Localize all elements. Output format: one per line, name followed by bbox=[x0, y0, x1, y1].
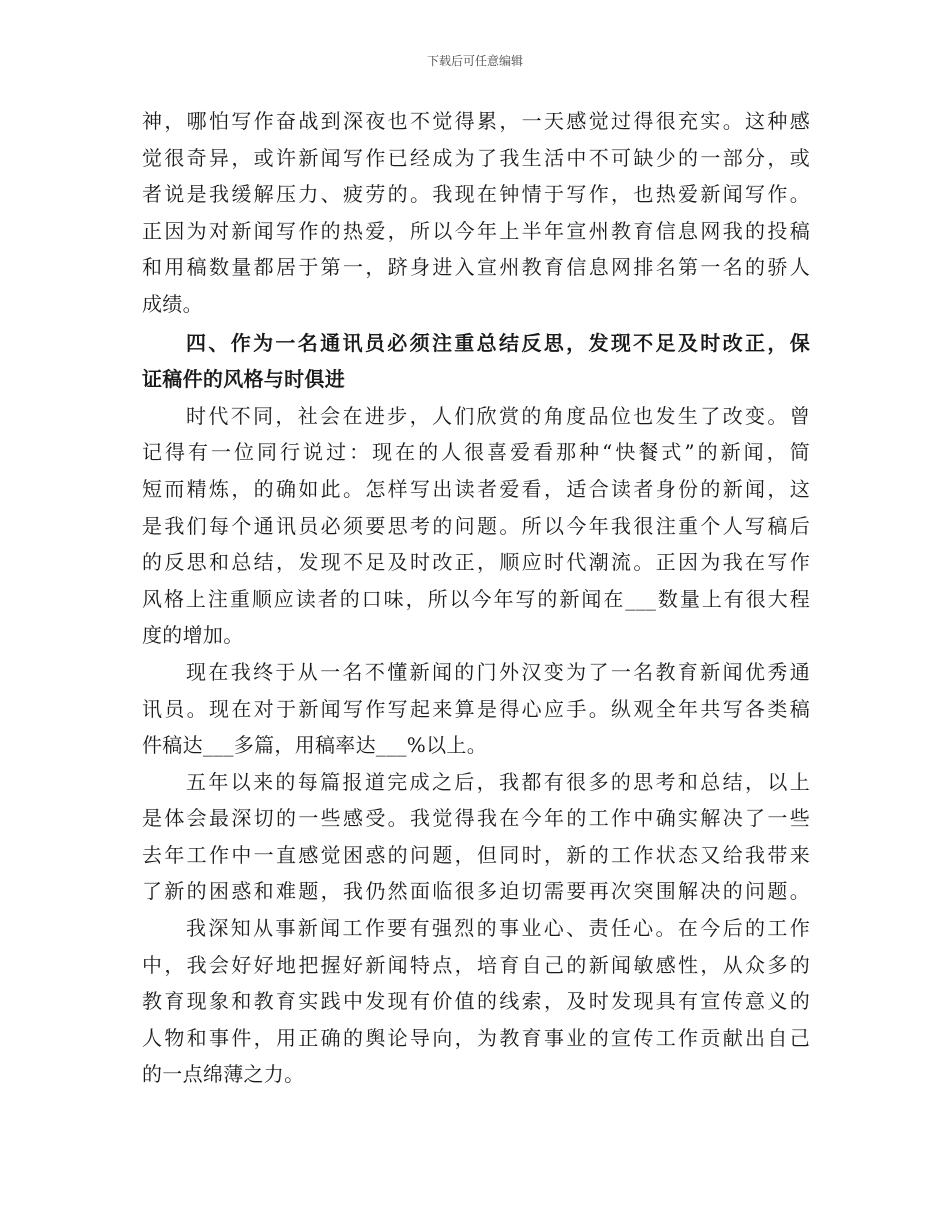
text-line: 成绩。 bbox=[142, 291, 203, 316]
text-line: 件稿达___多篇，用稿率达___%以上。 bbox=[142, 733, 488, 758]
text-line: 我深知从事新闻工作要有强烈的事业心、责任心。在今后的工作 bbox=[186, 916, 810, 941]
paragraph-5 bbox=[142, 910, 810, 1093]
text-line: 者说是我缓解压力、疲劳的。我现在钟情于写作，也热爱新闻写作。 bbox=[142, 182, 810, 207]
text-line: 的一点绵薄之力。 bbox=[142, 1062, 305, 1087]
paragraph-1 bbox=[142, 103, 810, 323]
section-heading bbox=[142, 325, 810, 398]
text-line: 觉很奇异，或许新闻写作已经成为了我生活中不可缺少的一部分，或 bbox=[142, 145, 810, 170]
text-line: 去年工作中一直感觉困惑的问题，但同时，新的工作状态又给我带来 bbox=[142, 842, 810, 867]
text-line: 记得有一位同行说过：现在的人很喜爱看那种“快餐式”的新闻，简 bbox=[142, 440, 810, 465]
text-line: 是体会最深切的一些感受。我觉得我在今年的工作中确实解决了一些 bbox=[142, 806, 810, 831]
text-line: 现在我终于从一名不懂新闻的门外汉变为了一名教育新闻优秀通 bbox=[186, 659, 810, 684]
text-line: 和用稿数量都居于第一，跻身进入宣州教育信息网排名第一名的骄人 bbox=[142, 255, 810, 280]
text-line: 五年以来的每篇报道完成之后，我都有很多的思考和总结，以上 bbox=[186, 769, 810, 794]
paragraph-3 bbox=[142, 654, 810, 764]
page-header: 下载后可任意编辑 bbox=[426, 54, 523, 68]
text-line: 神，哪怕写作奋战到深夜也不觉得累，一天感觉过得很充实。这种感 bbox=[142, 109, 810, 133]
text-line: 了新的困惑和难题，我仍然面临很多迫切需要再次突围解决的问题。 bbox=[142, 879, 810, 904]
text-line: 正因为对新闻写作的热爱，所以今年上半年宣州教育信息网我的投稿 bbox=[142, 218, 810, 243]
text-line: 度的增加。 bbox=[142, 623, 244, 648]
text-line: 的反思和总结，发现不足及时改正，顺应时代潮流。正因为我在写作 bbox=[142, 550, 810, 575]
text-line: 短而精炼，的确如此。怎样写出读者爱看，适合读者身份的新闻，这 bbox=[142, 476, 810, 501]
text-line: 人物和事件，用正确的舆论导向，为教育事业的宣传工作贡献出自己 bbox=[142, 1025, 810, 1050]
text-line: 讯员。现在对于新闻写作写起来算是得心应手。纵观全年共写各类稿 bbox=[142, 696, 810, 721]
text-line: 风格上注重顺应读者的口味，所以今年写的新闻在___数量上有很大程 bbox=[142, 586, 810, 611]
paragraph-4 bbox=[142, 764, 810, 910]
text-line: 时代不同，社会在进步，人们欣赏的角度品位也发生了改变。曾 bbox=[186, 403, 810, 428]
heading-line: 四、作为一名通讯员必须注重总结反思，发现不足及时改正，保 bbox=[186, 330, 810, 355]
paragraph-2 bbox=[142, 398, 810, 654]
text-line: 中，我会好好地把握好新闻特点，培育自己的新闻敏感性，从众多的 bbox=[142, 952, 810, 977]
text-line: 是我们每个通讯员必须要思考的问题。所以今年我很注重个人写稿后 bbox=[142, 513, 810, 538]
text-line: 教育现象和教育实践中发现有价值的线索，及时发现具有宣传意义的 bbox=[142, 989, 810, 1014]
heading-line: 证稿件的风格与时俱进 bbox=[142, 367, 345, 392]
document-body bbox=[142, 103, 810, 1093]
